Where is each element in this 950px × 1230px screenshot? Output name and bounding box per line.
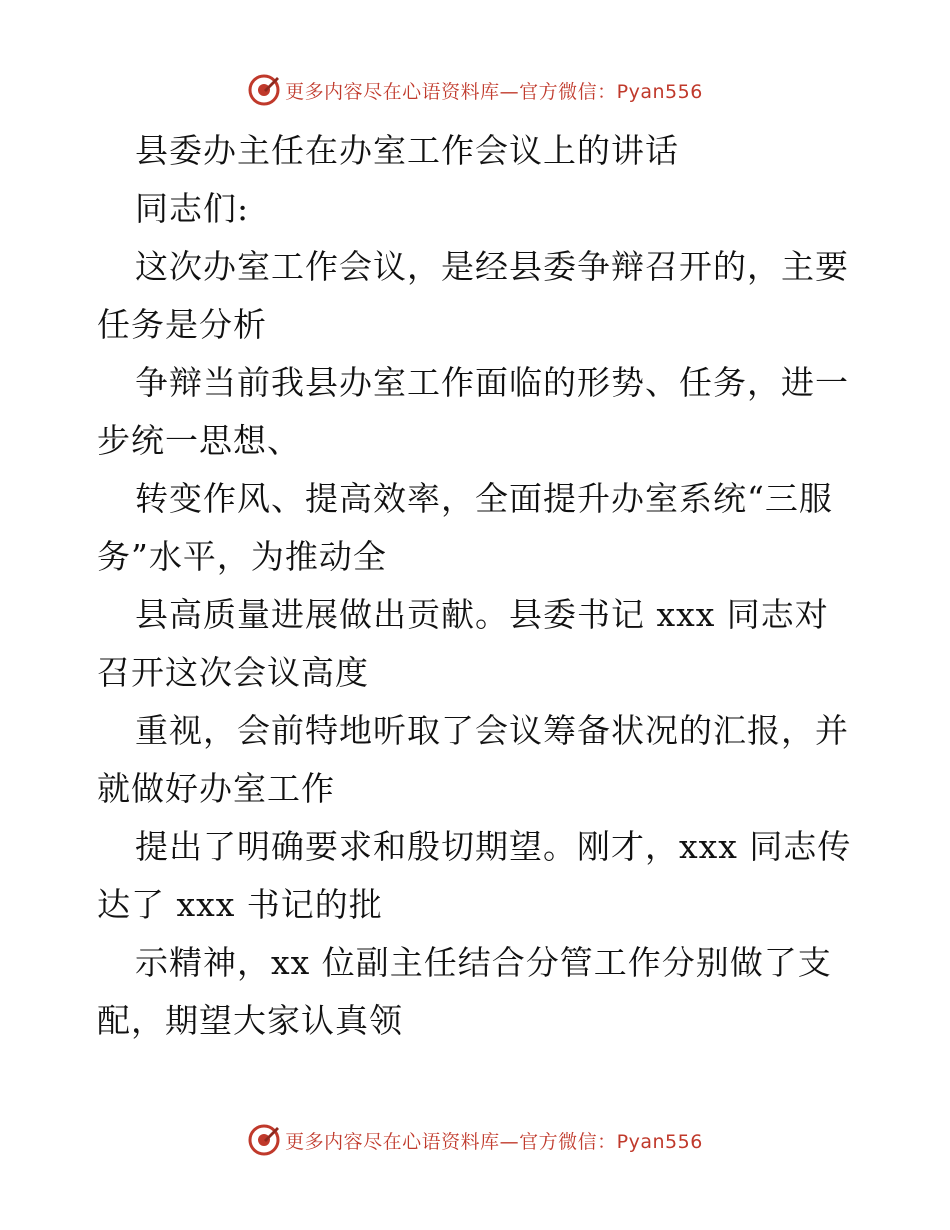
greeting: 同志们: <box>135 189 250 228</box>
document-title: 县委办主任在办室工作会议上的讲话 <box>135 131 679 170</box>
paragraph-line: 步统一思想、 <box>97 421 301 460</box>
paragraph-line: 召开这次会议高度 <box>97 653 369 692</box>
paragraph-line: 提出了明确要求和殷切期望。刚才，xxx 同志传 <box>135 827 852 866</box>
footer-banner <box>0 1120 950 1160</box>
paragraph-line: 就做好办室工作 <box>97 769 335 808</box>
header-banner-text: 更多内容尽在心语资料库—官方微信：Pyan556 <box>285 80 703 103</box>
footer-banner-text: 更多内容尽在心语资料库—官方微信：Pyan556 <box>285 1130 703 1153</box>
paragraph-line: 转变作风、提高效率，全面提升办室系统“三服 <box>135 479 833 518</box>
pen-circle-logo-icon <box>247 1123 281 1157</box>
header-banner <box>0 70 950 110</box>
pen-circle-logo-icon <box>247 73 281 107</box>
document-body <box>97 122 857 1050</box>
paragraph-line: 达了 xxx 书记的批 <box>97 885 383 924</box>
paragraph-line: 配，期望大家认真领 <box>97 1001 403 1040</box>
paragraph-line: 任务是分析 <box>97 305 267 344</box>
paragraph-line: 重视，会前特地听取了会议筹备状况的汇报，并 <box>135 711 849 750</box>
paragraph-line: 争辩当前我县办室工作面临的形势、任务，进一 <box>135 363 849 402</box>
paragraph-line: 这次办室工作会议，是经县委争辩召开的，主要 <box>135 247 849 286</box>
paragraph-line: 示精神，xx 位副主任结合分管工作分别做了支 <box>135 943 832 982</box>
paragraph-line: 务”水平，为推动全 <box>97 537 387 576</box>
paragraph-line: 县高质量进展做出贡献。县委书记 xxx 同志对 <box>135 595 829 634</box>
